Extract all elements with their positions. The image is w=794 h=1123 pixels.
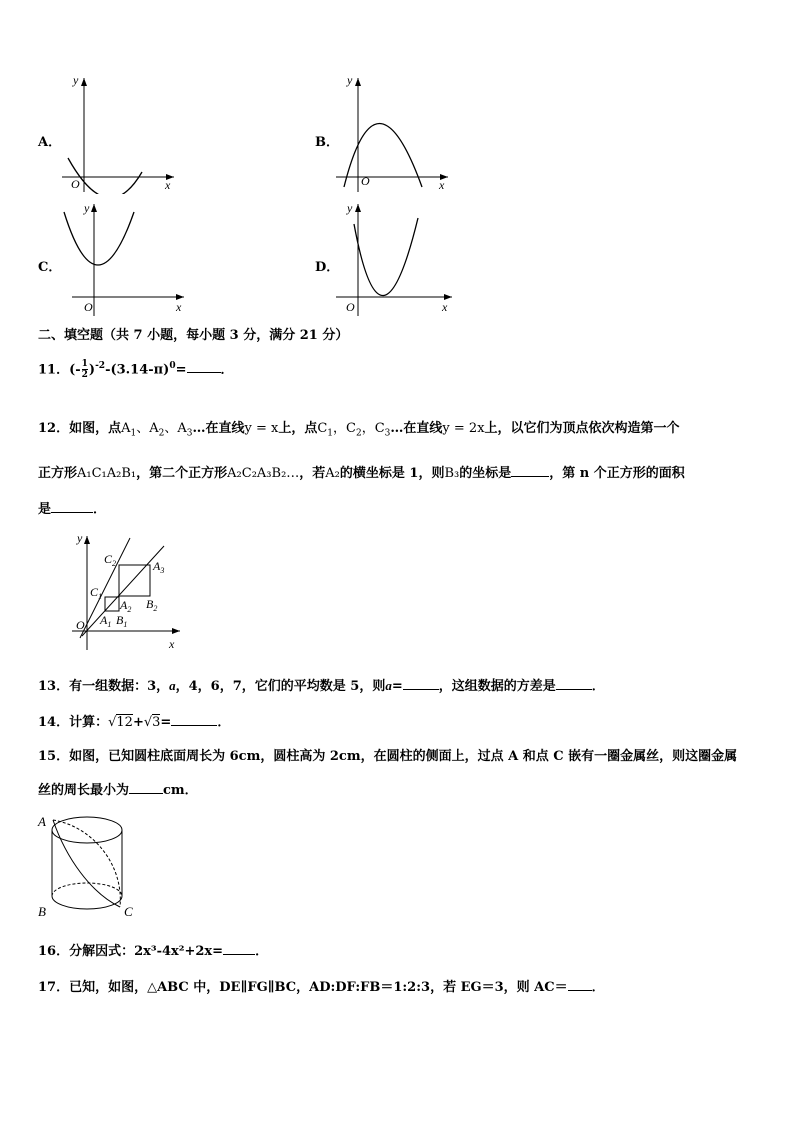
fig-origin-label: O [76, 618, 85, 632]
q13-text: 13．有一组数据：3， [38, 679, 170, 694]
q12-text: 12．如图，点 [38, 421, 122, 436]
axis-x-label: x [439, 178, 445, 192]
axis-y-label: y [347, 201, 353, 215]
q15-text: 丝的周长最小为 [38, 783, 130, 798]
fig-a3-label: $A_3$ [153, 559, 165, 575]
fig-c1-label: $C_1$ [90, 585, 103, 601]
option-d-graph [336, 198, 460, 320]
q12-text: …在直线 [192, 421, 245, 436]
option-c-label: C． [38, 260, 62, 275]
q15-cylinder-figure [36, 808, 136, 920]
q11-frac-den: 2 [81, 370, 88, 381]
option-c-graph [62, 198, 192, 320]
option-b-graph [336, 72, 456, 194]
q11-paren-close: ) [88, 362, 96, 378]
q11-fraction [82, 359, 88, 380]
question-11 [38, 358, 234, 380]
q13-var-a: a [169, 678, 176, 693]
q13-text: ，4，6，7，它们的平均数是 5，则 [175, 679, 386, 694]
question-15-line1: 15．如图，已知圆柱底面周长为 6cm，圆柱高为 2cm，在圆柱的侧面上，过点 A 和点 C 嵌有一圈金属丝，则这圈金属 [38, 749, 738, 764]
fig-a1-label: $A_1$ [100, 613, 112, 629]
q15-unit: cm． [163, 783, 198, 798]
q13-answer-blank-2[interactable] [556, 677, 592, 690]
q14-sqrt-12: √12 [108, 715, 133, 730]
q12-square1: A₁C₁A₂B₁ [77, 466, 137, 481]
q14-text: 14．计算： [38, 715, 109, 730]
q11-frac-num: 1 [81, 359, 88, 370]
q16-text: 16．分解因式：2x³-4x²+2x= [38, 944, 224, 959]
fig-b2-label: $B_2$ [146, 597, 158, 613]
fig-c2-label: $C_2$ [104, 552, 117, 568]
q12-c2: ，$C_2$ [333, 421, 362, 439]
fig-x-label: x [169, 637, 175, 651]
option-a-label: A． [38, 135, 62, 150]
question-17 [38, 978, 605, 996]
q11-answer-blank[interactable] [187, 360, 221, 373]
axis-x-label: x [442, 300, 448, 314]
q14-sqrt-3: √3 [143, 715, 161, 730]
q16-answer-blank[interactable] [223, 942, 255, 955]
fig-point-a: A [38, 814, 46, 829]
q11-exp2: 0 [169, 361, 176, 371]
q17-text: 17．已知，如图，△ABC 中，DE∥FG∥BC，AD:DF:FB＝1:2:3，若 EG＝3，则 AC＝ [38, 980, 568, 995]
q11-exp1: -2 [95, 361, 106, 371]
q12-a3: 、$A_3$ [164, 421, 193, 439]
q12-text: …在直线 [390, 421, 443, 436]
q12-text: 上，以它们为顶点依次构造第一个 [484, 421, 680, 436]
q11-end: ． [220, 362, 234, 378]
q12-text: ，若 [299, 466, 326, 481]
question-12-line3 [38, 500, 106, 518]
fig-y-label: y [77, 531, 83, 545]
fig-point-b: B [38, 904, 46, 919]
q12-eq1: y = x [244, 421, 279, 436]
q13-text: = [391, 679, 403, 694]
q12-text: ，第 n 个正方形的面积 [549, 466, 685, 481]
fig-a2-label: $A_2$ [120, 598, 132, 614]
axis-y-label: y [84, 201, 90, 215]
question-12-line1 [38, 421, 680, 442]
q13-answer-blank-1[interactable] [403, 677, 439, 690]
q13-var-a: a [385, 678, 392, 693]
origin-label: O [361, 174, 370, 188]
q11-paren-open: (- [69, 362, 81, 378]
fig-b1-label: $B_1$ [116, 613, 128, 629]
q12-answer-blank-2[interactable] [51, 500, 93, 513]
q12-text: 正方形 [38, 466, 78, 481]
q12-text: 是 [38, 502, 52, 517]
q12-end: ． [93, 502, 107, 517]
q13-text: ，这组数据的方差是 [438, 679, 556, 694]
question-12-line2 [38, 464, 685, 482]
question-14 [38, 713, 230, 731]
q14-eq: = [160, 715, 172, 730]
origin-label: O [71, 177, 80, 191]
origin-label: O [84, 300, 93, 314]
axis-x-label: x [165, 178, 171, 192]
question-15-line2 [38, 781, 198, 799]
q14-answer-blank[interactable] [171, 713, 217, 726]
q13-end: ． [591, 679, 605, 694]
q11-mid: -(3.14-π) [105, 362, 170, 378]
section-title: 二、填空题（共 7 小题，每小题 3 分，满分 21 分） [38, 328, 349, 343]
option-a-graph [62, 72, 182, 194]
axis-x-label: x [176, 300, 182, 314]
q12-text: 上，点 [278, 421, 318, 436]
q12-answer-blank-1[interactable] [511, 464, 549, 477]
q11-number: 11． [38, 362, 70, 378]
q14-plus: + [132, 715, 144, 730]
option-b-label: B． [315, 135, 339, 150]
q14-end: ． [217, 715, 231, 730]
q15-answer-blank[interactable] [129, 781, 163, 794]
origin-label: O [346, 300, 355, 314]
question-13 [38, 677, 605, 695]
question-16 [38, 942, 268, 960]
q12-a2-ref: A₂ [325, 466, 340, 481]
q12-b3-ref: B₃ [444, 466, 460, 481]
option-d-label: D． [315, 260, 340, 275]
q17-end: ． [591, 980, 605, 995]
q12-square2: A₂C₂A₃B₂… [227, 466, 300, 481]
axis-y-label: y [347, 73, 353, 87]
q11-eq: = [175, 362, 187, 378]
q12-text: ，第二个正方形 [136, 466, 228, 481]
axis-y-label: y [73, 73, 79, 87]
q12-eq2: y = 2x [442, 421, 485, 436]
q12-text: 的横坐标是 1，则 [339, 466, 445, 481]
q12-c3: ，$C_3$ [361, 421, 391, 439]
q12-c1: $C_1$ [317, 421, 334, 439]
q12-text: 的坐标是 [459, 466, 512, 481]
q12-figure [62, 530, 187, 655]
q16-end: ． [255, 944, 269, 959]
q17-answer-blank[interactable] [568, 978, 592, 991]
q12-a1: $A_1$ [121, 421, 137, 439]
q12-a2: 、$A_2$ [136, 421, 165, 439]
fig-point-c: C [124, 904, 133, 919]
